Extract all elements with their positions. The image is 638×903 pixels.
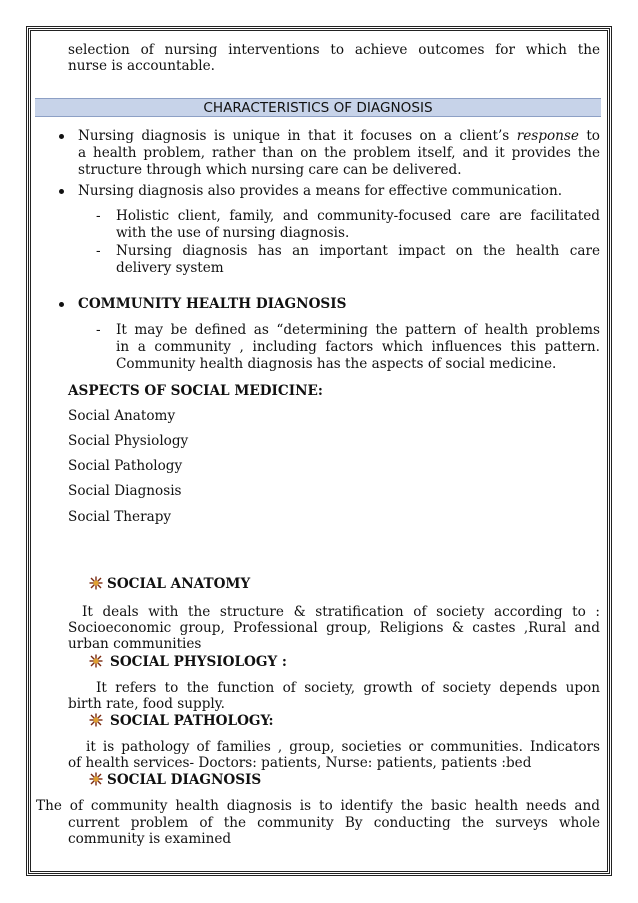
sub-bullet-text: delivery system [116, 260, 224, 276]
bullet-text-part: to [578, 128, 600, 144]
bullet-text-part: Nursing diagnosis is unique in that it focuses on a client’s [78, 128, 517, 144]
bullet-icon [59, 189, 64, 194]
sub-bullet-text: Holistic client, family, and community-focused care are facilitated [116, 208, 600, 224]
emphasis-text: response [516, 128, 579, 144]
star-burst-icon [89, 576, 103, 590]
body-text: urban communities [68, 636, 202, 652]
aspect-item: Social Therapy [68, 509, 172, 525]
body-text: current problem of the community By conducting the surveys whole [68, 815, 600, 831]
sub-bullet-text: Community health diagnosis has the aspects of social medicine. [116, 356, 557, 372]
body-text: It refers to the function of society, growth of society depends upon [96, 680, 600, 696]
subsection-heading: SOCIAL PHYSIOLOGY : [110, 654, 287, 670]
dash-marker: - [96, 208, 101, 224]
bullet-text: a health problem, rather than on the problem itself, and it provides the [78, 145, 600, 161]
bullet-heading: COMMUNITY HEALTH DIAGNOSIS [78, 296, 347, 312]
aspects-heading: ASPECTS OF SOCIAL MEDICINE: [68, 383, 323, 399]
bullet-text [78, 128, 600, 144]
sub-bullet-text: It may be defined as “determining the pattern of health problems [116, 322, 600, 338]
sub-bullet-text: with the use of nursing diagnosis. [116, 225, 350, 241]
aspect-item: Social Anatomy [68, 408, 176, 424]
aspect-item: Social Diagnosis [68, 483, 182, 499]
star-burst-icon [89, 713, 103, 727]
body-text: Socioeconomic group, Professional group, Religions & castes ,Rural and [68, 620, 600, 636]
dash-marker: - [96, 243, 101, 259]
bullet-icon [59, 134, 64, 139]
body-text: It deals with the structure & stratification of society according to : [82, 604, 600, 620]
body-text: The of community health diagnosis is to identify the basic health needs and [36, 798, 600, 814]
intro-line: nurse is accountable. [68, 58, 216, 74]
bullet-text: structure through which nursing care can be delivered. [78, 162, 462, 178]
sub-bullet-text: in a community , including factors which influences this pattern. [116, 339, 600, 355]
body-text: of health services- Doctors: patients, Nurse: patients, patients :bed [68, 755, 532, 771]
star-burst-icon [89, 654, 103, 668]
section-heading-bar [35, 98, 601, 117]
subsection-heading: SOCIAL PATHOLOGY: [110, 713, 274, 729]
bullet-text: Nursing diagnosis also provides a means for effective communication. [78, 183, 563, 199]
aspect-item: Social Pathology [68, 458, 183, 474]
body-text: birth rate, food supply. [68, 696, 225, 712]
subsection-heading: SOCIAL DIAGNOSIS [107, 772, 262, 788]
section-heading: CHARACTERISTICS OF DIAGNOSIS [203, 100, 433, 116]
intro-line: selection of nursing interventions to achieve outcomes for which the [68, 42, 600, 58]
sub-bullet-text: Nursing diagnosis has an important impact on the health care [116, 243, 600, 259]
body-text: it is pathology of families , group, societies or communities. Indicators [86, 739, 600, 755]
aspect-item: Social Physiology [68, 433, 189, 449]
bullet-icon [59, 302, 64, 307]
subsection-heading: SOCIAL ANATOMY [107, 576, 251, 592]
star-burst-icon [89, 772, 103, 786]
body-text: community is examined [68, 831, 232, 847]
dash-marker: - [96, 322, 101, 338]
